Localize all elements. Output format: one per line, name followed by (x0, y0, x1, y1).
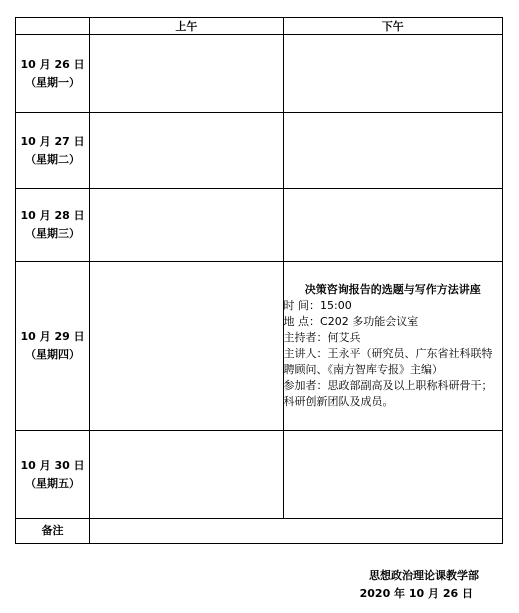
date-label: 10 月 27 日 (20, 134, 85, 148)
header-row (16, 18, 503, 35)
pm-cell (283, 35, 502, 113)
table-row (16, 431, 503, 519)
lecture-time: 时 间：15:00 (283, 299, 352, 312)
table-row (16, 189, 503, 262)
date-cell (16, 262, 90, 431)
lecture-cell (283, 262, 502, 431)
am-cell (90, 262, 283, 431)
date-cell (16, 113, 90, 189)
date-label: 10 月 29 日 (20, 330, 85, 343)
table-row (16, 35, 503, 113)
date-label: 10 月 30 日 (20, 458, 85, 472)
schedule-table (15, 17, 503, 544)
lecture-place: 地 点：C202 多功能会议室 (283, 315, 419, 328)
table-row (16, 262, 503, 431)
weekday-label: （星期五） (25, 476, 81, 490)
notes-cell (90, 519, 503, 544)
am-cell (90, 35, 283, 113)
am-cell (90, 431, 283, 519)
issue-date: 2020 年 10 月 26 日 (359, 587, 473, 600)
am-cell (90, 189, 283, 262)
weekday-label: （星期四） (25, 348, 81, 361)
pm-cell (283, 431, 502, 519)
lecture-speaker: 主讲人：王永平（研究员、广东省社科联特聘顾问、《南方智库专报》主编） (283, 347, 493, 376)
notes-label: 备注 (16, 519, 90, 544)
am-cell (90, 113, 283, 189)
date-cell (16, 431, 90, 519)
header-blank-cell (16, 18, 90, 35)
notes-row (16, 519, 503, 544)
date-cell (16, 35, 90, 113)
weekday-label: （星期二） (25, 152, 81, 166)
table-row (16, 113, 503, 189)
header-pm: 下午 (283, 18, 502, 35)
pm-cell (283, 189, 502, 262)
lecture-attendees: 参加者：思政部副高及以上职称科研骨干；科研创新团队及成员。 (283, 379, 493, 408)
date-label: 10 月 28 日 (20, 209, 85, 222)
header-am: 上午 (90, 18, 283, 35)
weekday-label: （星期一） (25, 75, 81, 89)
date-cell (16, 189, 90, 262)
date-label: 10 月 26 日 (20, 57, 85, 71)
lecture-host: 主持者：何艾兵 (283, 331, 361, 344)
pm-cell (283, 113, 502, 189)
department-name: 思想政治理论课教学部 (369, 569, 479, 582)
lecture-title: 决策咨询报告的选题与写作方法讲座 (304, 283, 481, 296)
weekday-label: （星期三） (25, 227, 81, 240)
